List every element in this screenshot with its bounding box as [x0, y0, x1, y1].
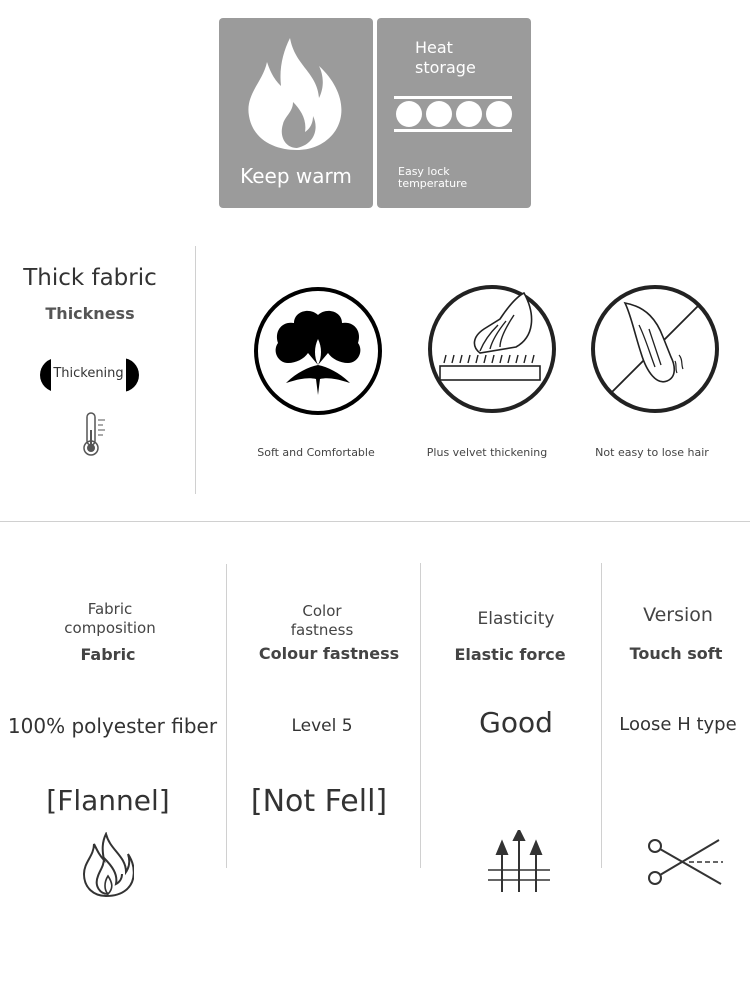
- spec-version-value: Loose H type: [619, 714, 737, 735]
- feature-label-soft: Soft and Comfortable: [257, 446, 375, 459]
- feature-label-velvet: Plus velvet thickening: [426, 446, 548, 459]
- spec-elasticity-value: Good: [479, 706, 553, 739]
- section-divider-horizontal: [0, 521, 750, 522]
- thick-fabric-title: Thick fabric: [23, 265, 157, 291]
- spec-color-bold: Colour fastness: [258, 644, 400, 663]
- keep-warm-card: [219, 18, 373, 208]
- spec-version-label: [602, 606, 750, 625]
- keep-warm-label: Keep warm: [240, 164, 352, 188]
- spec-color-extra: [Not Fell]: [250, 784, 388, 819]
- spec-version-bold: Touch soft: [629, 644, 723, 663]
- heat-title-line2: storage: [415, 58, 476, 77]
- heat-sub-line2: temperature: [398, 177, 468, 190]
- flame-icon: [245, 36, 347, 151]
- spec-fabric-extra: [Flannel]: [46, 784, 170, 817]
- no-shedding-icon: [591, 285, 721, 415]
- heat-storage-card: [377, 18, 531, 208]
- velvet-hand-icon: [428, 285, 558, 415]
- heat-sub-line1: Easy lock: [398, 165, 450, 178]
- spec-color-label-line2: fastness: [290, 621, 354, 639]
- spec-color-label-line1: Color: [302, 602, 342, 620]
- spec-fabric-label: [30, 600, 190, 638]
- spec-divider-2: [420, 563, 421, 868]
- spec-fabric-bold: Fabric: [80, 645, 136, 664]
- thickening-label: Thickening: [53, 366, 124, 381]
- heat-storage-sub: [398, 166, 467, 190]
- heat-title-line1: Heat: [415, 38, 453, 57]
- thickness-subtitle: Thickness: [45, 304, 135, 323]
- section-divider-vertical: [195, 246, 196, 494]
- spec-version-label-line1: Version: [643, 604, 713, 626]
- scissors-icon: [645, 836, 725, 888]
- heat-storage-title: [415, 38, 476, 78]
- spec-elasticity-label: [436, 610, 596, 629]
- spec-elasticity-bold: Elastic force: [454, 645, 566, 664]
- spec-fabric-value: 100% polyester fiber: [7, 714, 218, 738]
- thickening-badge: [40, 358, 139, 392]
- cotton-icon: [254, 287, 384, 417]
- spec-elasticity-label-line1: Elasticity: [477, 609, 555, 629]
- spec-fabric-label-line1: Fabric: [87, 600, 133, 618]
- spec-divider-1: [226, 564, 227, 868]
- arrows-up-icon: [488, 830, 550, 894]
- flame-outline-icon: [82, 832, 134, 898]
- thermometer-icon: [78, 410, 108, 458]
- spec-color-label: [242, 602, 402, 640]
- feature-label-hair: Not easy to lose hair: [595, 446, 709, 459]
- heat-circles-icon: [394, 96, 514, 134]
- spec-fabric-label-line2: composition: [64, 619, 156, 637]
- spec-color-value: Level 5: [291, 716, 353, 736]
